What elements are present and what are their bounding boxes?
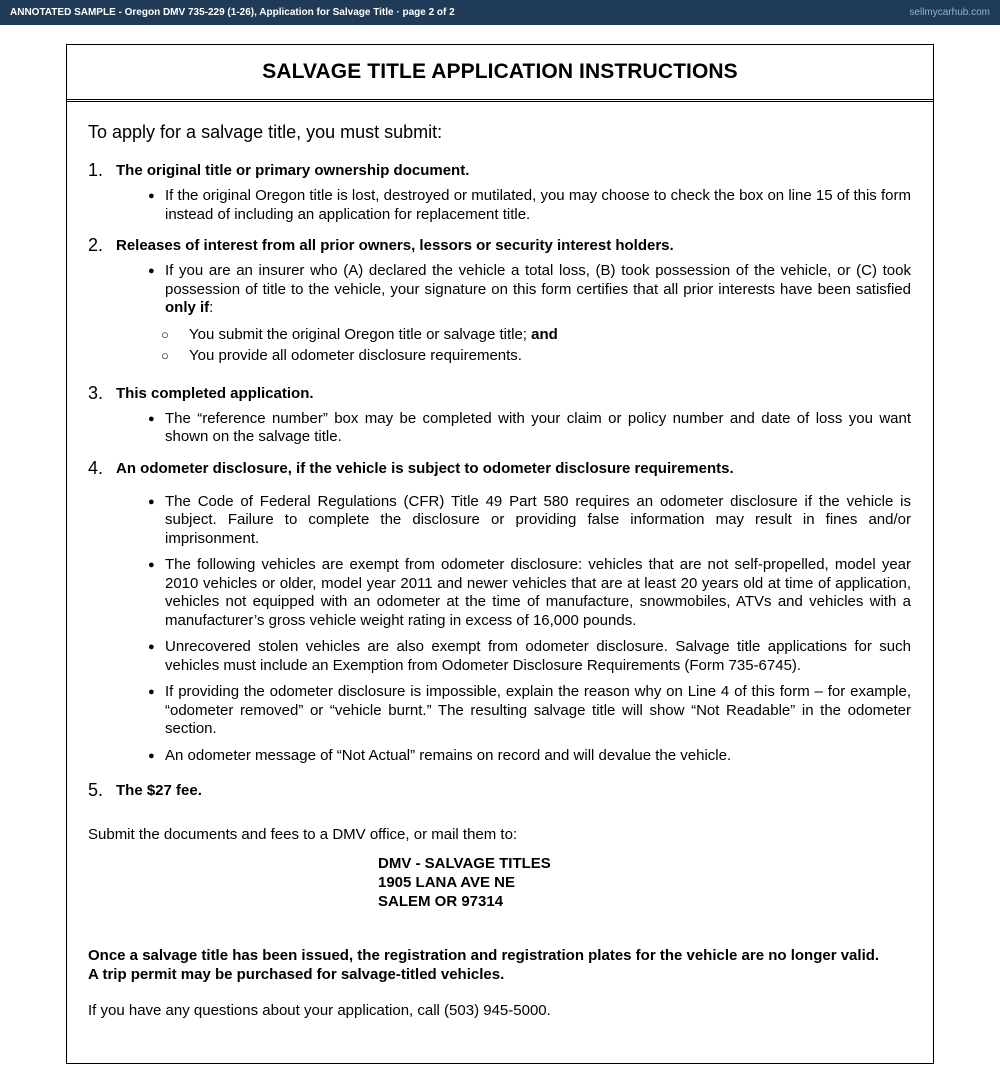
document-page <box>66 44 934 1064</box>
item-title: The original title or primary ownership document. <box>116 162 470 179</box>
item-number: 3. <box>88 382 104 403</box>
intro-text: To apply for a salvage title, you must submit: <box>88 122 443 142</box>
only-if-text: only if <box>165 299 210 316</box>
notice-block <box>88 946 911 984</box>
item-number: 2. <box>88 235 104 255</box>
item-2 <box>88 236 911 366</box>
item-5 <box>88 781 911 801</box>
mailing-address <box>378 854 911 911</box>
colon: : <box>209 299 214 316</box>
document-title: SALVAGE TITLE APPLICATION INSTRUCTIONS <box>262 60 738 83</box>
item-number: 5. <box>88 780 104 800</box>
item-number: 4. <box>88 457 104 478</box>
top-banner <box>0 0 1000 25</box>
address-line: DMV - SALVAGE TITLES <box>378 855 551 872</box>
sub-bullet <box>161 324 911 345</box>
and-text: and <box>531 325 558 343</box>
sub-bullet: ○ You provide all odometer disclosure requirements. <box>161 345 911 366</box>
item-4 <box>88 459 911 766</box>
bullet: ● The “reference number” box may be completed with your claim or policy number and date of loss you want shown on the salvage title. <box>148 410 911 447</box>
bullet: ● If the original Oregon title is lost, destroyed or mutilated, you may choose to check the box on line 15 of this form instead of including an application for replacement title. <box>148 187 911 224</box>
bullet: ● If providing the odometer disclosure is impossible, explain the reason why on Line 4 of this form – for example, “odometer removed” or “vehicle burnt.” The resulting salvage title will show “Not Readable” in the odometer section. <box>148 683 911 739</box>
sub-bullet-text: You submit the original Oregon title or salvage title; <box>189 325 527 343</box>
bullet <box>148 262 911 318</box>
bullet: ● The following vehicles are exempt from odometer disclosure: vehicles that are not self-propelled, model year 2010 vehicles or older, model year 2011 and newer vehicles that are at least 20 years old at time of application, vehicles not equipped with an odometer at the time of manufacture, snowmobiles, ATVs and vehicles with a manufacturer’s gross vehicle weight rating in excess of 16,000 pounds. <box>148 556 911 630</box>
address-line: 1905 LANA AVE NE <box>378 874 515 891</box>
bullet: ● The Code of Federal Regulations (CFR) Title 49 Part 580 requires an odometer disclosure if the vehicle is subject. Failure to complete the disclosure or providing false information may result in fines and/or imprisonment. <box>148 493 911 549</box>
item-title: Releases of interest from all prior owners, lessors or security interest holders. <box>116 237 674 254</box>
address-line: SALEM OR 97314 <box>378 893 504 910</box>
submit-text: Submit the documents and fees to a DMV office, or mail them to: <box>88 826 518 843</box>
notice-line: Once a salvage title has been issued, the registration and registration plates for the vehicle are no longer valid. <box>88 947 880 964</box>
title-box <box>67 45 933 102</box>
item-1 <box>88 161 911 224</box>
site-link[interactable]: sellmycarhub.com <box>909 7 990 18</box>
notice-line: A trip permit may be purchased for salvage-titled vehicles. <box>88 966 505 983</box>
bullet: ● Unrecovered stolen vehicles are also exempt from odometer disclosure. Salvage title applications for such vehicles must include an Exemption from Odometer Disclosure Requirements (Form 735-6745). <box>148 638 911 675</box>
item-title: An odometer disclosure, if the vehicle is subject to odometer disclosure requirements. <box>116 459 734 477</box>
item-title: The $27 fee. <box>116 782 202 799</box>
banner-title: ANNOTATED SAMPLE - Oregon DMV 735-229 (1-26), Application for Salvage Title · page 2 of 2 <box>10 7 455 18</box>
item-3 <box>88 384 911 447</box>
item-number: 1. <box>88 160 104 180</box>
item-title: This completed application. <box>116 384 314 402</box>
instructions-content <box>88 122 911 1020</box>
bullet-text: If you are an insurer who (A) declared the vehicle a total loss, (B) took possession of the vehicle, or (C) took possession of title to the vehicle, your signature on this form certifies that all prior interests have been satisfied <box>165 262 911 298</box>
bullet: ● An odometer message of “Not Actual” remains on record and will devalue the vehicle. <box>148 747 911 766</box>
questions-text: If you have any questions about your application, call (503) 945-5000. <box>88 1002 551 1019</box>
